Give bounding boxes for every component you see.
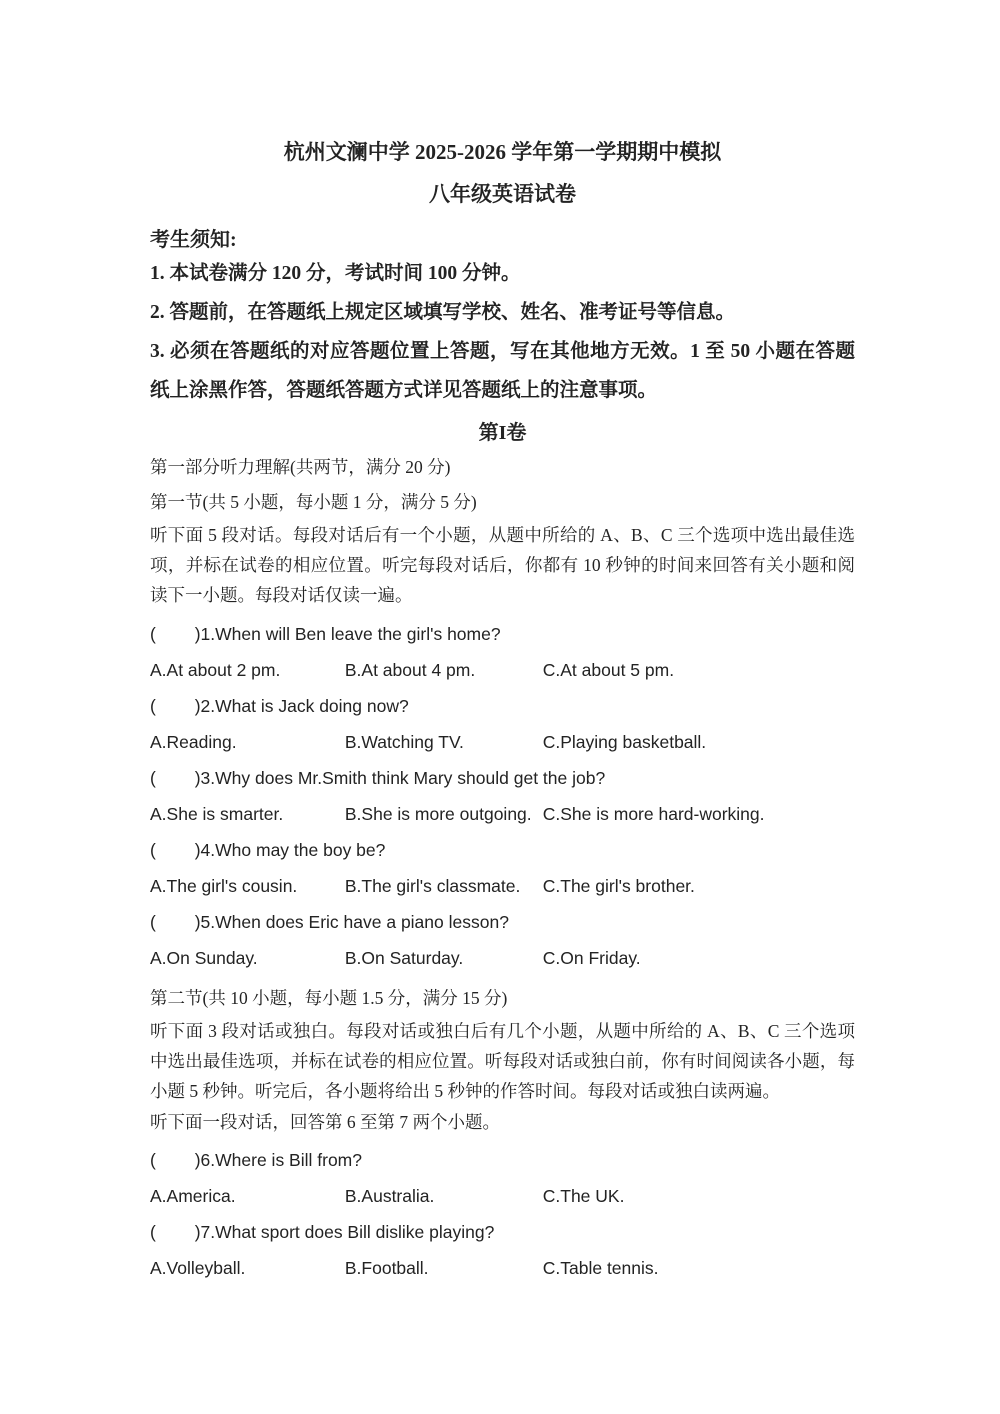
question-2-option-a: A.Reading. <box>150 732 237 752</box>
question-2-option-c: C.Playing basketball. <box>542 732 707 752</box>
question-5-prompt: ( )5.When does Eric have a piano lesson? <box>150 912 509 932</box>
question-7-option-a: A.Volleyball. <box>150 1258 246 1278</box>
question-7-option-b: B.Football. <box>344 1258 429 1278</box>
question-5-options <box>150 947 855 970</box>
question-2-options <box>150 731 855 754</box>
question-4-option-c: C.The girl's brother. <box>542 876 695 896</box>
question-3-option-c: C.She is more hard-working. <box>542 804 765 824</box>
question-7-options <box>150 1257 855 1280</box>
question-7-prompt: ( )7.What sport does Bill dislike playing? <box>150 1222 495 1242</box>
question-1-option-c: C.At about 5 pm. <box>542 660 675 680</box>
question-5-option-c: C.On Friday. <box>542 948 641 968</box>
question-1-prompt: ( )1.When will Ben leave the girl's home? <box>150 624 501 644</box>
question-1-option-b: B.At about 4 pm. <box>344 660 476 680</box>
question-7-option-c: C.Table tennis. <box>542 1258 659 1278</box>
question-3-options <box>150 803 855 826</box>
section2-heading: 第二节(共 10 小题，每小题 1.5 分，满分 15 分) <box>150 988 508 1008</box>
question-4-option-b: B.The girl's classmate. <box>344 876 521 896</box>
section1-instructions: 听下面 5 段对话。每段对话后有一个小题，从题中所给的 A、B、C 三个选项中选出最佳选项，并标在试卷的相应位置。听完每段对话后，你都有 10 秒钟的时间来回答有关小题和阅读下一小题。每段对话仅读一遍。 <box>150 525 855 605</box>
question-6-options <box>150 1185 855 1208</box>
section2-instructions: 听下面 3 段对话或独白。每段对话或独白后有几个小题，从题中所给的 A、B、C 三个选项中选出最佳选项，并标在试卷的相应位置。听每段对话或独白前，你有时间阅读各小题，每小题 5 秒钟。听完后，各小题将给出 5 秒钟的作答时间。每段对话或独白读两遍。 <box>150 1021 855 1101</box>
section1-heading: 第一节(共 5 小题，每小题 1 分，满分 5 分) <box>150 492 477 512</box>
notice-heading: 考生须知: <box>150 229 237 251</box>
question-3-option-a: A.She is smarter. <box>150 804 284 824</box>
volume-heading: 第I卷 <box>478 422 527 444</box>
question-6-option-b: B.Australia. <box>344 1186 435 1206</box>
question-6-option-c: C.The UK. <box>542 1186 625 1206</box>
notice-item-3: 3. 必须在答题纸的对应答题位置上答题，写在其他地方无效。1 至 50 小题在答题纸上涂黑作答，答题纸答题方式详见答题纸上的注意事项。 <box>150 341 855 401</box>
question-6-prompt: ( )6.Where is Bill from? <box>150 1150 362 1170</box>
notice-item-1: 1. 本试卷满分 120 分，考试时间 100 分钟。 <box>150 263 521 284</box>
question-4-options <box>150 875 855 898</box>
question-4-option-a: A.The girl's cousin. <box>150 876 298 896</box>
notice-item-2: 2. 答题前，在答题纸上规定区域填写学校、姓名、准考证号等信息。 <box>150 302 736 323</box>
question-2-option-b: B.Watching TV. <box>344 732 464 752</box>
question-1-option-a: A.At about 2 pm. <box>150 660 281 680</box>
exam-title: 杭州文澜中学 2025-2026 学年第一学期期中模拟 <box>283 140 722 164</box>
question-1-options <box>150 659 855 682</box>
dialogue-6-7-lead: 听下面一段对话，回答第 6 至第 7 两个小题。 <box>150 1112 500 1132</box>
question-6-option-a: A.America. <box>150 1186 236 1206</box>
question-3-prompt: ( )3.Why does Mr.Smith think Mary should get the job? <box>150 768 606 788</box>
exam-subtitle: 八年级英语试卷 <box>429 182 576 206</box>
part1-heading: 第一部分听力理解(共两节，满分 20 分) <box>150 457 451 477</box>
question-2-prompt: ( )2.What is Jack doing now? <box>150 696 409 716</box>
question-3-option-b: B.She is more outgoing. <box>344 804 532 824</box>
question-4-prompt: ( )4.Who may the boy be? <box>150 840 386 860</box>
question-5-option-b: B.On Saturday. <box>344 948 464 968</box>
question-5-option-a: A.On Sunday. <box>150 948 258 968</box>
